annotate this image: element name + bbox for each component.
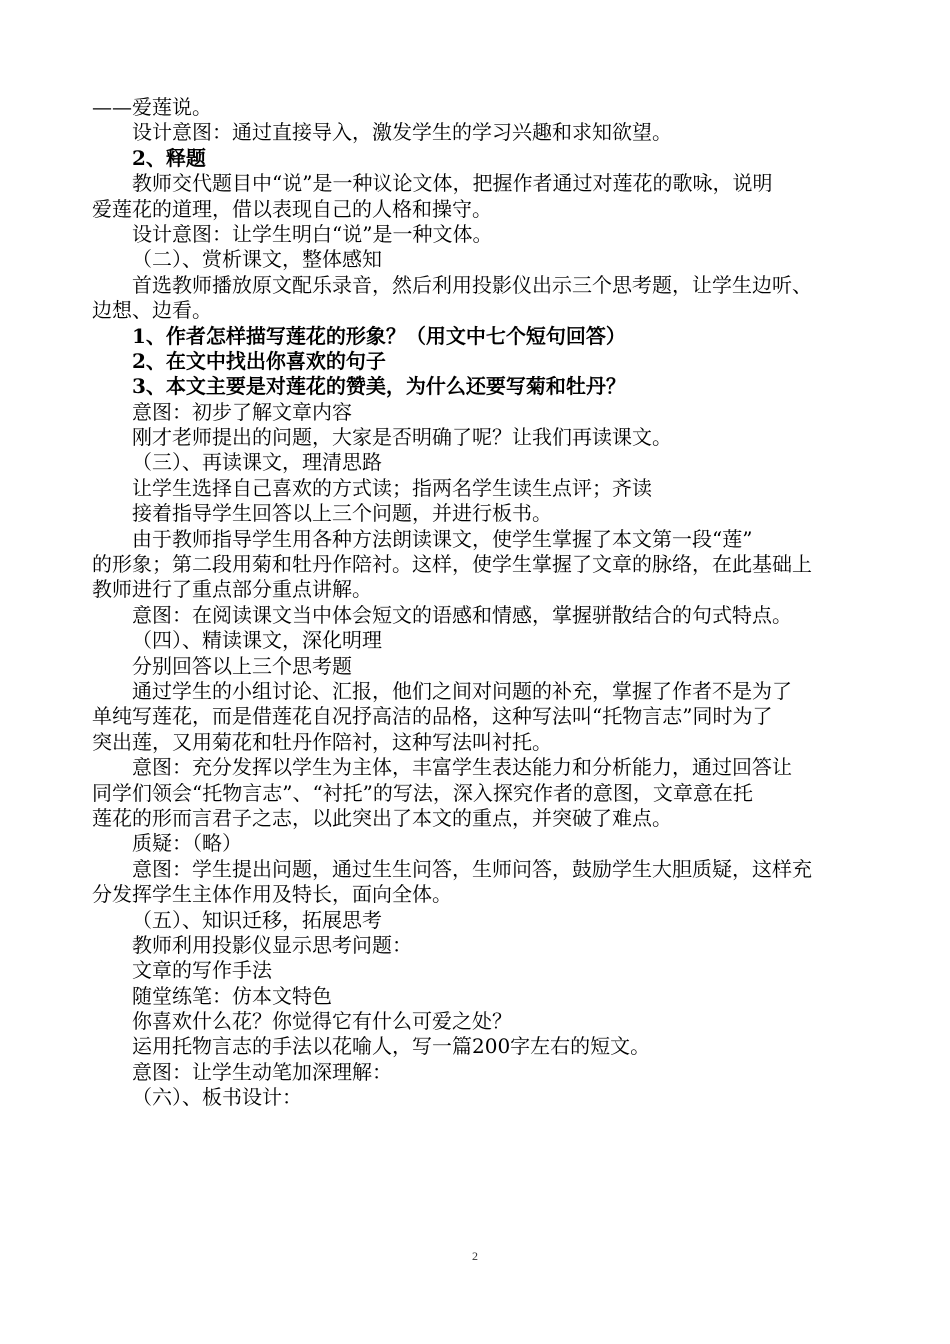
text-line: 分发挥学生主体作用及特长，面向全体。: [92, 882, 452, 907]
text-line: 让学生选择自己喜欢的方式读；指两名学生读生点评；齐读: [132, 475, 652, 500]
text-line: 的形象；第二段用菊和牡丹作陪衬。这样，使学生掌握了文章的脉络，在此基础上: [92, 552, 812, 577]
text-line: （六）、板书设计：: [132, 1085, 302, 1110]
text-line: 质疑：（略）: [132, 831, 242, 856]
text-line: 文章的写作手法: [132, 958, 272, 983]
text-line: 意图：初步了解文章内容: [132, 399, 352, 424]
text-line: 单纯写莲花，而是借莲花自况抒高洁的品格，这种写法叫“托物言志”同时为了: [92, 704, 773, 729]
text-line: 你喜欢什么花？你觉得它有什么可爱之处？: [132, 1009, 512, 1034]
text-line: 运用托物言志的手法以花喻人，写一篇200字左右的短文。: [132, 1034, 651, 1059]
page-number: 2: [472, 1249, 478, 1263]
text-line: 2、释题: [132, 145, 206, 170]
text-line: 意图：充分发挥以学生为主体，丰富学生表达能力和分析能力，通过回答让: [132, 755, 792, 780]
text-line: ——爱莲说。: [92, 95, 212, 119]
text-line: 边想、边看。: [92, 298, 212, 323]
text-line: 3、本文主要是对莲花的赞美，为什么还要写菊和牡丹？: [132, 374, 626, 399]
text-line: 教师交代题目中“说”是一种议论文体，把握作者通过对莲花的歌咏，说明: [132, 171, 773, 196]
text-line: （四）、精读课文，深化明理: [132, 628, 382, 653]
text-line: 同学们领会“托物言志”、“衬托”的写法，深入探究作者的意图，文章意在托: [92, 780, 753, 805]
text-line: 设计意图：通过直接导入，激发学生的学习兴趣和求知欲望。: [132, 120, 672, 145]
text-line: 2、在文中找出你喜欢的句子: [132, 348, 386, 373]
text-line: 爱莲花的道理，借以表现自己的人格和操守。: [92, 196, 492, 221]
text-line: 随堂练笔：仿本文特色: [132, 983, 332, 1008]
text-line: 莲花的形而言君子之志，以此突出了本文的重点，并突破了难点。: [92, 805, 672, 830]
text-line: 分别回答以上三个思考题: [132, 653, 352, 678]
text-line: 1、作者怎样描写莲花的形象？（用文中七个短句回答）: [132, 323, 626, 348]
text-line: 首选教师播放原文配乐录音，然后利用投影仪出示三个思考题，让学生边听、: [132, 272, 812, 297]
text-line: 意图：让学生动笔加深理解：: [132, 1059, 392, 1084]
text-line: （二）、赏析课文，整体感知: [132, 247, 382, 272]
text-line: （三）、再读课文，理清思路: [132, 450, 382, 475]
text-line: 接着指导学生回答以上三个问题，并进行板书。: [132, 501, 552, 526]
text-line: 教师进行了重点部分重点讲解。: [92, 577, 372, 602]
text-line: 刚才老师提出的问题，大家是否明确了呢？让我们再读课文。: [132, 425, 672, 450]
text-line: 突出莲，又用菊花和牡丹作陪衬，这种写法叫衬托。: [92, 729, 552, 754]
document-body: [92, 95, 862, 1111]
text-line: 设计意图：让学生明白“说”是一种文体。: [132, 221, 493, 246]
text-line: 由于教师指导学生用各种方法朗读课文，使学生掌握了本文第一段“莲”: [132, 526, 753, 551]
text-line: （五）、知识迁移，拓展思考: [132, 907, 382, 932]
text-line: 意图：学生提出问题，通过生生问答，生师问答，鼓励学生大胆质疑，这样充: [132, 856, 812, 881]
text-line: 教师利用投影仪显示思考问题：: [132, 932, 412, 957]
text-line: 意图：在阅读课文当中体会短文的语感和情感，掌握骈散结合的句式特点。: [132, 602, 792, 627]
text-line: 通过学生的小组讨论、汇报，他们之间对问题的补充，掌握了作者不是为了: [132, 678, 792, 703]
